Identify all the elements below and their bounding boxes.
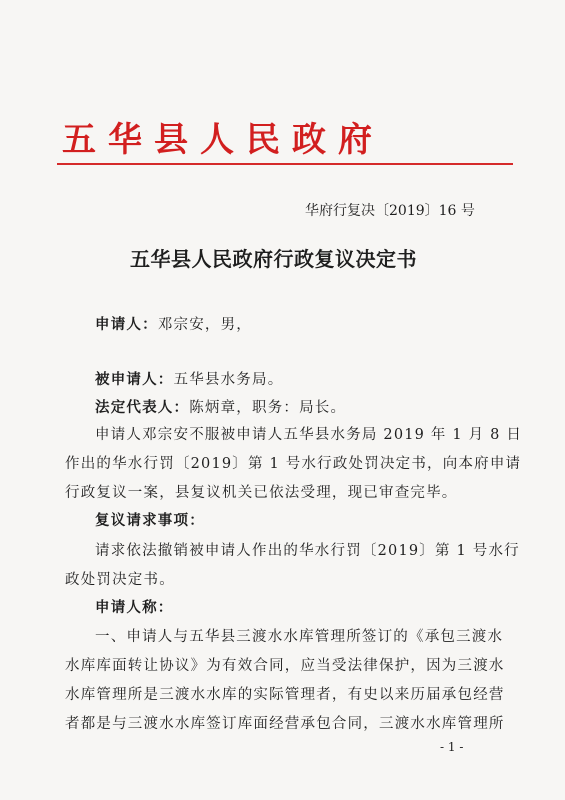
claims-line: 水库库面转让协议》为有效合同，应当受法律保护，因为三渡水 [65, 658, 505, 674]
applicant-value: 邓宗安，男， [157, 317, 253, 333]
page-number: - 1 - [440, 740, 464, 754]
respondent-line [95, 368, 283, 389]
paragraph1-line: 作出的华水行罚〔2019〕第 1 号水行政处罚决定书，向本府申请 [65, 456, 522, 472]
legal-rep-line [95, 396, 346, 417]
claims-heading: 申请人称： [95, 599, 174, 616]
header-red-rule [57, 163, 513, 165]
document-number: 华府行复决〔2019〕16 号 [305, 203, 475, 219]
respondent-label: 被申请人： [95, 371, 174, 388]
respondent-value: 五华县水务局。 [173, 372, 284, 388]
org-header-title: 五华县人民政府 [62, 120, 384, 160]
paragraph1-line: 行政复议一案，县复议机关已依法受理，现已审查完毕。 [65, 485, 458, 501]
document-title: 五华县人民政府行政复议决定书 [130, 247, 417, 271]
request-line: 请求依法撤销被申请人作出的华水行罚〔2019〕第 1 号水行 [95, 543, 520, 559]
paragraph1-line: 申请人邓宗安不服被申请人五华县水务局 2019 年 1 月 8 日 [95, 427, 523, 443]
legal-rep-label: 法定代表人： [95, 399, 190, 416]
legal-rep-value: 陈炳章，职务：局长。 [189, 400, 347, 416]
applicant-line [95, 313, 252, 334]
claims-line: 一、申请人与五华县三渡水水库管理所签订的《承包三渡水 [95, 629, 504, 645]
applicant-label: 申请人： [95, 316, 158, 333]
request-line: 政处罚决定书。 [65, 572, 175, 588]
claims-line: 水库管理所是三渡水水库的实际管理者，有史以来历届承包经营 [65, 687, 505, 703]
claims-line: 者都是与三渡水水库签订库面经营承包合同，三渡水水库管理所 [65, 716, 505, 732]
request-heading: 复议请求事项： [95, 512, 205, 529]
